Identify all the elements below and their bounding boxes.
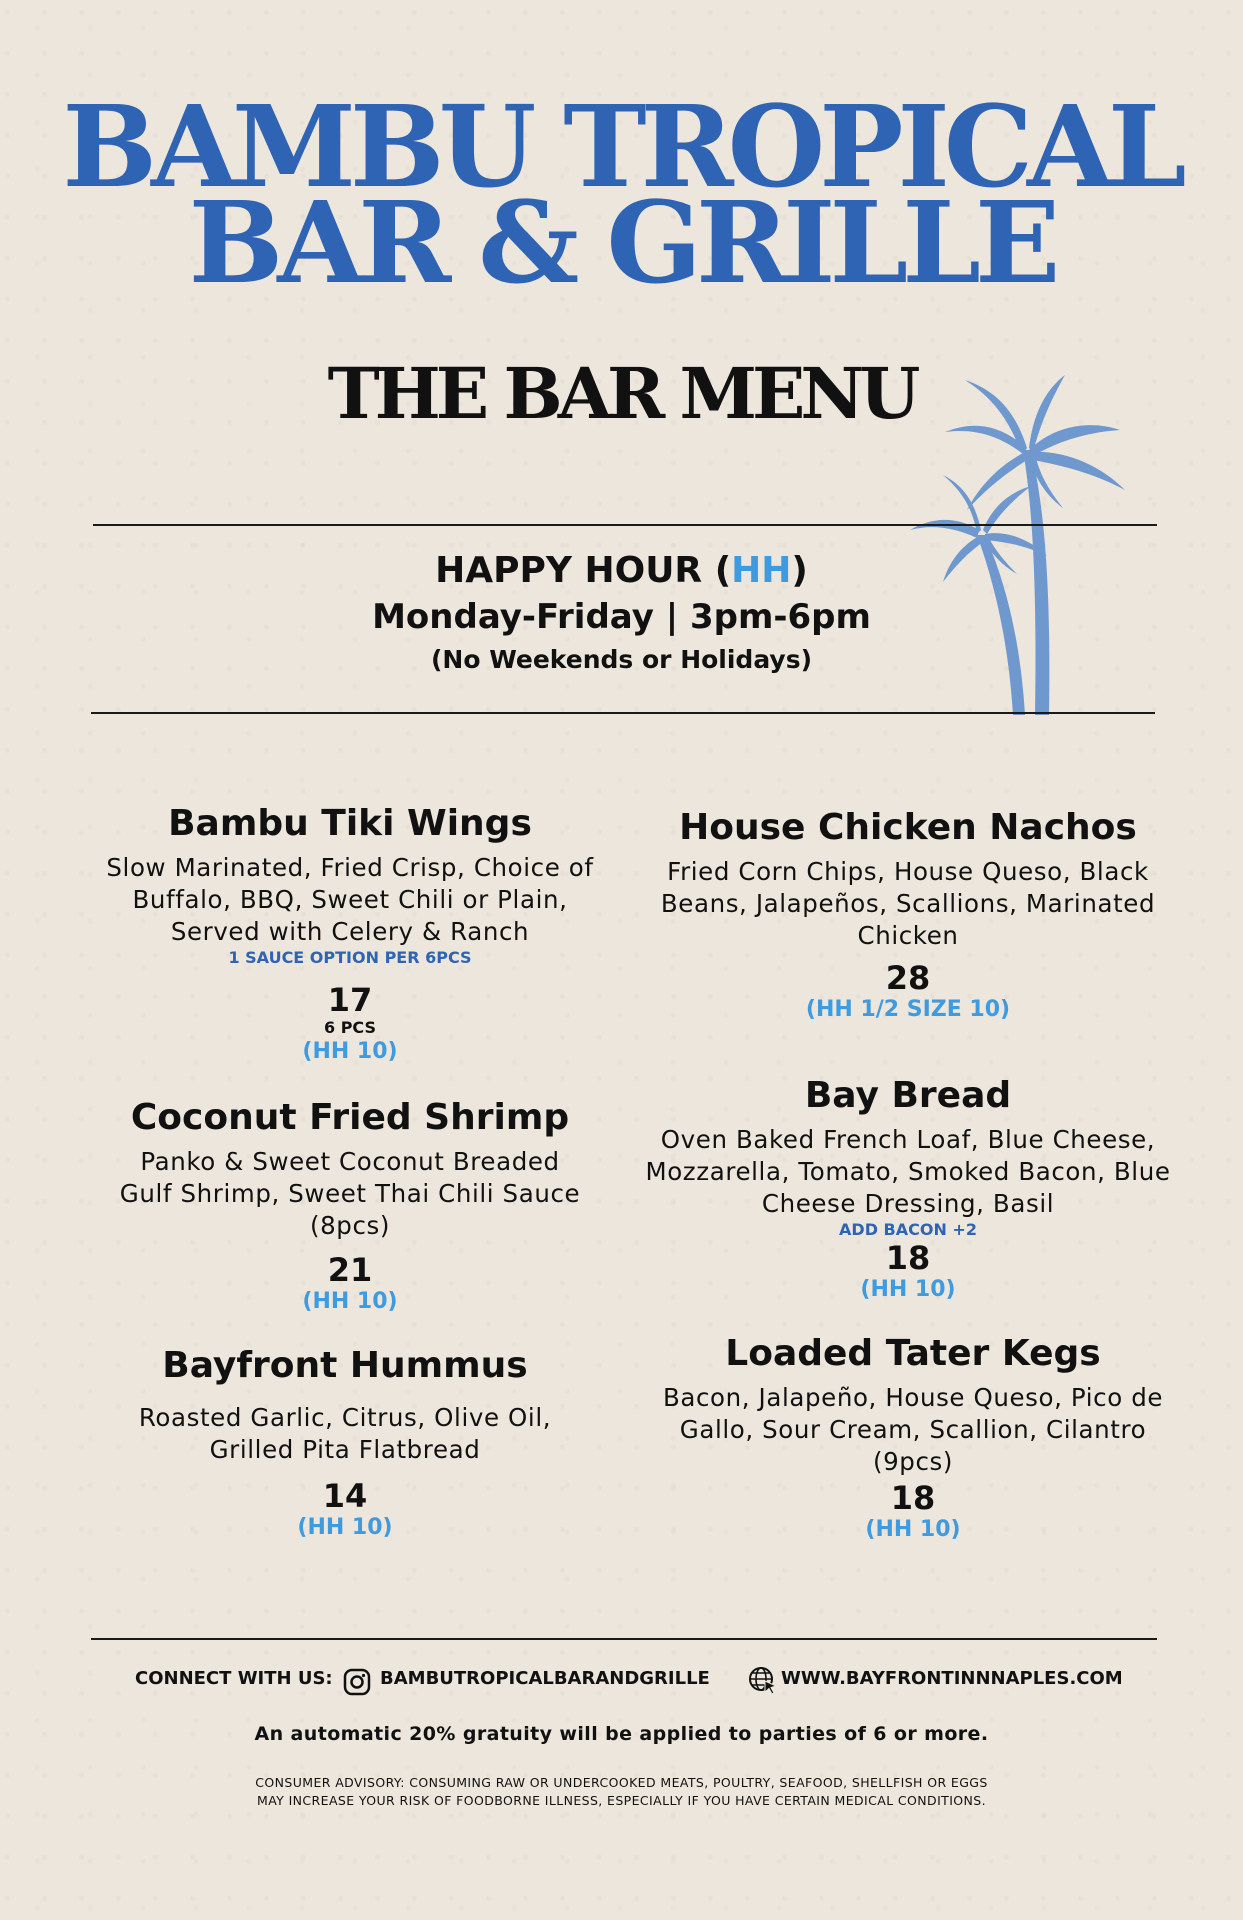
item-name: House Chicken Nachos [679, 807, 1137, 848]
advisory-line-2: MAY INCREASE YOUR RISK OF FOODBORNE ILLNESS, ESPECIALLY IF YOU HAVE CERTAIN MEDICAL CONDITIONS. [257, 1793, 986, 1808]
item-price: 18 [890, 1479, 936, 1517]
menu-item [115, 1096, 585, 1316]
item-hh-price: (HH 10) [865, 1517, 961, 1542]
item-price: 18 [885, 1239, 931, 1277]
item-hh-price: (HH 10) [860, 1277, 956, 1302]
item-description: Bacon, Jalapeño, House Queso, Pico de Gallo, Sour Cream, Scallion, Cilantro (9pcs) [662, 1383, 1164, 1476]
item-price: 21 [327, 1251, 373, 1289]
connect-label: CONNECT WITH US: [135, 1668, 333, 1689]
item-note: 1 SAUCE OPTION PER 6PCS [228, 948, 472, 967]
consumer-advisory [0, 1774, 1243, 1810]
gratuity-notice: An automatic 20% gratuity will be applied to parties of 6 or more. [254, 1723, 989, 1745]
advisory-line-1: CONSUMER ADVISORY: CONSUMING RAW OR UNDERCOOKED MEATS, POULTRY, SEAFOOD, SHELLFISH OR EGGS [255, 1775, 988, 1790]
item-hh-price: (HH 10) [297, 1515, 393, 1540]
happy-hour-divider [91, 712, 1155, 714]
menu-item [85, 802, 615, 1066]
footer-divider [91, 1638, 1157, 1640]
happy-hour-title: HAPPY HOUR (HH) [435, 550, 808, 591]
item-price: 17 [327, 981, 373, 1019]
item-description: Panko & Sweet Coconut Breaded Gulf Shrimp, Sweet Thai Chili Sauce (8pcs) [119, 1147, 581, 1240]
happy-hour-days: Monday-Friday | 3pm-6pm [372, 597, 871, 637]
restaurant-title-line1: BAMBU TROPICAL [62, 82, 1181, 213]
item-name: Loaded Tater Kegs [725, 1333, 1101, 1374]
item-price: 28 [885, 959, 931, 997]
item-hh-price: (HH 10) [302, 1289, 398, 1314]
item-hh-price: (HH 10) [302, 1039, 398, 1064]
item-description: Oven Baked French Loaf, Blue Cheese, Mozzarella, Tomato, Smoked Bacon, Blue Cheese Dressing, Basil [645, 1125, 1171, 1218]
item-hh-price: (HH 1/2 SIZE 10) [805, 997, 1011, 1022]
menu-item [648, 806, 1168, 1024]
item-description: Fried Corn Chips, House Queso, Black Beans, Jalapeños, Scallions, Marinated Chicken [660, 857, 1156, 950]
item-name: Coconut Fried Shrimp [130, 1097, 570, 1138]
item-portion: 6 PCS [324, 1018, 376, 1037]
item-name: Bayfront Hummus [162, 1345, 528, 1386]
instagram-handle-link[interactable]: BAMBUTROPICALBARANDGRILLE [380, 1668, 710, 1689]
restaurant-title-line2: BAR & GRILLE [188, 178, 1055, 309]
happy-hour-note: (No Weekends or Holidays) [430, 645, 813, 674]
happy-hour-block [0, 550, 1243, 674]
instagram-icon[interactable] [343, 1668, 371, 1696]
item-price: 14 [322, 1477, 368, 1515]
item-description: Slow Marinated, Fried Crisp, Choice of Buffalo, BBQ, Sweet Chili or Plain, Served with Celery & Ranch [106, 853, 594, 946]
item-description: Roasted Garlic, Citrus, Olive Oil, Grilled Pita Flatbread [138, 1403, 552, 1464]
hh-abbreviation: HH [731, 550, 792, 591]
item-note: ADD BACON +2 [839, 1220, 977, 1239]
item-name: Bay Bread [804, 1075, 1012, 1116]
menu-item [638, 1074, 1178, 1304]
menu-subtitle: THE BAR MENU [327, 352, 916, 435]
menu-item [658, 1332, 1168, 1544]
item-name: Bambu Tiki Wings [168, 803, 532, 844]
globe-cursor-icon[interactable] [748, 1666, 778, 1696]
website-link[interactable]: WWW.BAYFRONTINNNAPLES.COM [781, 1668, 1123, 1689]
menu-item [115, 1344, 575, 1542]
top-divider [93, 524, 1157, 526]
